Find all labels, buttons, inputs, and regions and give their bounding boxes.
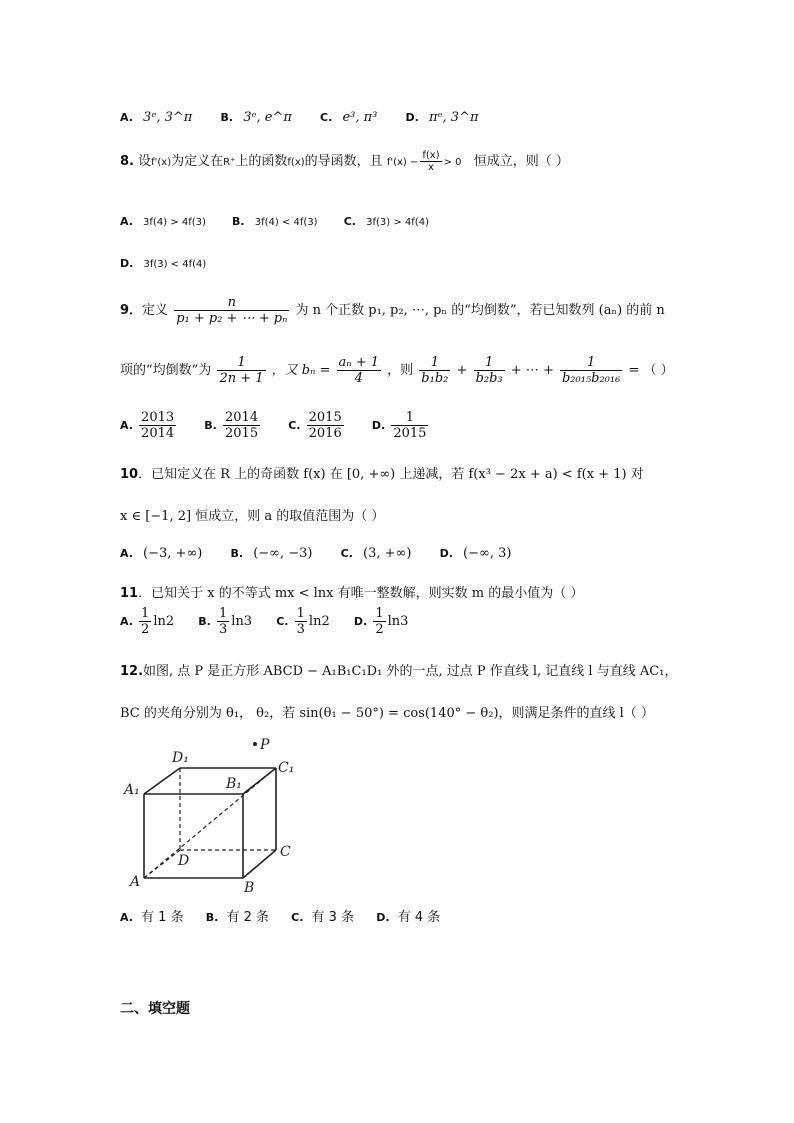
- q8-fx: f(x): [287, 157, 305, 168]
- q9-option-a-den: 2014: [141, 426, 175, 441]
- q10-option-a-text: (−3, +∞): [143, 546, 203, 561]
- q11-option-c-tail: ln2: [308, 614, 330, 629]
- q8-stem-e: 恒成立，则（ ）: [473, 154, 569, 169]
- q12-line1-text: 如图, 点 P 是正方形 ABCD − A₁B₁C₁D₁ 外的一点, 过点 P 作直线 l, 记直线 l 与直线 AC₁，: [143, 664, 678, 679]
- q11-option-a-fraction: [139, 606, 151, 637]
- q9-def-den: p₁ + p₂ + ⋯ + pₙ: [176, 311, 288, 326]
- q12-option-a-label: A.: [120, 911, 133, 924]
- q8-options-row2: [120, 256, 206, 271]
- q12-option-b-text: 有 2 条: [226, 910, 269, 925]
- q9-def-fraction: [174, 295, 289, 326]
- q7-options: [120, 110, 479, 125]
- q9-sum-term2: [474, 355, 505, 386]
- q8-stem-c: 上的函数: [235, 154, 288, 169]
- q9-option-a-label: A.: [120, 419, 133, 432]
- q8-fprime: f'(x): [151, 157, 172, 168]
- q9-option-c-label: C.: [288, 419, 301, 432]
- q11-option-c-label: C.: [276, 615, 289, 628]
- q9-option-a-num: 2013: [141, 410, 175, 425]
- q9-dots: + ⋯ +: [510, 363, 554, 378]
- q8-option-d-label: D.: [120, 257, 134, 270]
- q9-avg-den: 2n + 1: [219, 371, 264, 386]
- q8-cond-num: f(x): [422, 150, 440, 161]
- q9-option-c-num: 2015: [308, 410, 342, 425]
- label-a1: A₁: [124, 782, 140, 798]
- q9-line2: [120, 355, 674, 386]
- q12-option-a-text: 有 1 条: [141, 910, 184, 925]
- q10-number: 10: [120, 467, 139, 482]
- cube-figure: [118, 732, 318, 894]
- q9-b-num: aₙ + 1: [338, 355, 379, 370]
- edge-a1-d1: [144, 768, 180, 794]
- q11-option-d-label: D.: [353, 615, 368, 628]
- q9-option-b-label: B.: [204, 419, 217, 432]
- q11-option-a-num: 1: [141, 606, 150, 621]
- q12-option-d-text: 有 4 条: [397, 910, 441, 925]
- q8-domain: R⁺: [223, 157, 236, 168]
- q8-cond-left: f'(x) −: [386, 157, 419, 168]
- q11-line1: [120, 582, 583, 601]
- q11-line1-text: ．已知关于 x 的不等式 mx < lnx 有唯一整数解，则实数 m 的最小值为（ ）: [138, 586, 584, 601]
- q9-option-d-label: D.: [371, 419, 386, 432]
- q9-options: [120, 410, 430, 441]
- q7-option-a-text: 3ᵉ, 3^π: [143, 110, 193, 125]
- q9-s2-num: 1: [484, 355, 494, 370]
- q12-options: [120, 906, 440, 925]
- q9-line1: [120, 295, 665, 326]
- q8-stem-b: 为定义在: [171, 154, 224, 169]
- q10-line2: [120, 505, 384, 524]
- q9-b-fraction: [337, 355, 381, 386]
- q9-s1-num: 1: [430, 355, 439, 370]
- label-b: B: [244, 880, 255, 894]
- q8-stem-d: 的导函数，且: [304, 154, 383, 169]
- q9-line2-c: ，则: [387, 363, 414, 378]
- q12-line2-text: BC 的夹角分别为 θ₁， θ₂，若 sin(θ₁ − 50°) = cos(140° − θ₂)，则满足条件的直线 l（ ）: [120, 706, 654, 721]
- q9-stem-a: 定义: [142, 303, 169, 318]
- label-b1: B₁: [226, 776, 242, 792]
- q7-option-d-text: πᵉ, 3^π: [428, 110, 479, 125]
- q12-option-c-text: 有 3 条: [311, 910, 355, 925]
- q7-option-b-text: 3ᵉ, e^π: [243, 110, 292, 125]
- q10-option-d-text: (−∞, 3): [463, 546, 512, 561]
- q11-option-d-fraction: [373, 606, 385, 637]
- label-a: A: [130, 874, 141, 890]
- q9-option-b-den: 2015: [225, 426, 259, 441]
- q7-option-c-label: C.: [320, 111, 333, 124]
- q11-option-a-label: A.: [120, 615, 133, 628]
- q8-option-a-label: A.: [120, 215, 133, 228]
- q8-number: 8.: [120, 154, 134, 169]
- q11-option-b-den: 3: [219, 622, 228, 637]
- hidden-edge-a-d: [144, 850, 180, 878]
- q11-option-c-den: 3: [296, 622, 305, 637]
- q8-option-a-text: 3f(4) > 4f(3): [143, 217, 206, 228]
- q9-option-d-num: 1: [405, 410, 415, 425]
- q9-option-b-fraction: [223, 410, 260, 441]
- q11-option-b-num: 1: [219, 606, 228, 621]
- q7-option-a-label: A.: [120, 111, 133, 124]
- q10-option-b-label: B.: [230, 547, 244, 560]
- q10-line2-text: x ∈ [−1, 2] 恒成立，则 a 的取值范围为（ ）: [120, 509, 385, 524]
- q11-option-d-num: 1: [375, 606, 384, 621]
- q11-option-a-tail: ln2: [153, 614, 175, 629]
- q9-s2-den: b₂b₃: [475, 371, 503, 386]
- label-d1: D₁: [172, 750, 189, 766]
- q9-plus: +: [456, 363, 468, 378]
- q9-sum-term1: [419, 355, 450, 386]
- q9-option-c-fraction: [307, 410, 344, 441]
- q12-line1: [120, 660, 677, 679]
- q9-avg-fraction: [217, 355, 265, 386]
- q11-number: 11: [120, 586, 139, 601]
- label-c1: C₁: [278, 760, 295, 776]
- q10-option-a-label: A.: [120, 547, 133, 560]
- q11-options: [120, 606, 408, 637]
- q7-option-b-label: B.: [220, 111, 234, 124]
- label-c: C: [280, 844, 291, 860]
- q7-option-c-text: e³, π³: [342, 110, 378, 125]
- q9-sum-term3: [560, 355, 622, 386]
- q8-options-row1: [120, 214, 429, 229]
- q12-option-b-label: B.: [205, 911, 219, 924]
- q8-cond-den: x: [420, 161, 441, 173]
- q8-cond-right: > 0: [443, 157, 462, 168]
- q11-option-b-fraction: [217, 606, 229, 637]
- q11-option-c-fraction: [295, 606, 307, 637]
- label-d: D: [178, 853, 190, 869]
- q8-stem: [120, 150, 569, 173]
- q9-s1-den: b₁b₂: [421, 371, 449, 386]
- q7-option-d-label: D.: [405, 111, 419, 124]
- section-title: 二、填空题: [120, 1001, 190, 1017]
- q10-line1: [120, 463, 644, 482]
- q11-option-d-tail: ln3: [387, 614, 409, 629]
- q9-option-a-fraction: [139, 410, 176, 441]
- q9-stem-b: 为 n 个正数 p₁, p₂, ⋯, pₙ 的“均倒数”，若已知数列 (aₙ) 的前 n: [295, 303, 665, 318]
- q11-option-c-num: 1: [296, 606, 305, 621]
- label-p: P: [260, 737, 270, 753]
- q9-line2-b: ，又 bₙ =: [271, 363, 331, 378]
- q11-option-b-tail: ln3: [231, 614, 253, 629]
- q9-avg-num: 1: [237, 355, 246, 370]
- q9-option-d-den: 2015: [393, 426, 427, 441]
- q11-option-d-den: 2: [375, 622, 384, 637]
- q10-option-d-label: D.: [439, 547, 453, 560]
- q8-option-b-label: B.: [232, 215, 245, 228]
- q9-def-num: n: [227, 295, 236, 310]
- q9-line2-a: 项的“均倒数”为: [120, 363, 212, 378]
- q10-options: [120, 546, 511, 561]
- q9-option-c-den: 2016: [308, 426, 342, 441]
- q9-number: 9．: [120, 303, 143, 318]
- q9-line2-d: = （ ）: [628, 363, 674, 378]
- q11-option-b-label: B.: [198, 615, 211, 628]
- q12-option-d-label: D.: [376, 911, 390, 924]
- q8-option-c-text: 3f(3) > 4f(4): [366, 217, 429, 228]
- q10-option-c-label: C.: [340, 547, 353, 560]
- q8-cond-fraction: [420, 150, 441, 173]
- q8-stem-a: 设: [138, 154, 152, 169]
- q12-option-c-label: C.: [291, 911, 304, 924]
- q8-option-b-text: 3f(4) < 4f(3): [254, 217, 318, 228]
- q9-option-d-fraction: [391, 410, 428, 441]
- edge-b-c: [243, 850, 276, 878]
- q11-option-a-den: 2: [141, 622, 150, 637]
- q10-option-b-text: (−∞, −3): [253, 546, 313, 561]
- q8-option-c-label: C.: [343, 215, 356, 228]
- q12-number: 12.: [120, 664, 144, 679]
- q9-s3-den: b₂₀₁₅b₂₀₁₆: [561, 371, 621, 386]
- point-p: [253, 742, 257, 746]
- q9-s3-num: 1: [587, 355, 596, 370]
- q8-option-d-text: 3f(3) < 4f(4): [143, 259, 207, 270]
- q10-option-c-text: (3, +∞): [363, 546, 412, 561]
- q10-line1-text: ．已知定义在 R 上的奇函数 f(x) 在 [0, +∞) 上递减，若 f(x³ − 2x + a) < f(x + 1) 对: [138, 467, 644, 482]
- q12-line2: [120, 702, 654, 721]
- q9-b-den: 4: [337, 370, 381, 386]
- q9-option-b-num: 2014: [225, 410, 259, 425]
